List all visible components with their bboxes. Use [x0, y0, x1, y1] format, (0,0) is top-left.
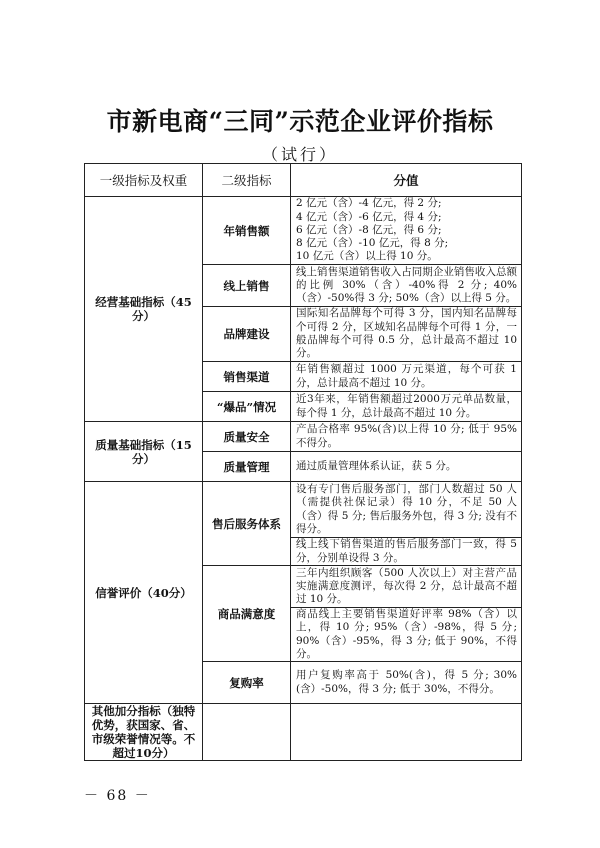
- header-col2: 二级指标: [203, 164, 291, 197]
- bonus-label: 其他加分指标（独特优势，获国家、省、市级荣誉情况等。不超过10分）: [85, 704, 203, 761]
- item-score: 设有专门售后服务部门，部门人数超过 50 人（需提供社保记录）得 10 分，不足 50 人（含）得 5 分; 售后服务外包，得 3 分; 没有不得分。: [291, 482, 522, 538]
- item-score: 三年内组织顾客（500 人次以上）对主营产品实施满意度测评，每次得 2 分，总计最高不超过 10 分。: [291, 566, 522, 608]
- group-label: 质量基础指标（15分）: [85, 422, 203, 482]
- item-score: 国际知名品牌每个可得 3 分，国内知名品牌每个可得 2 分，区域知名品牌每个可得 1 分，一般品牌每个可得 0.5 分，总计最高不超过 10 分。: [291, 307, 522, 362]
- item-score: 年销售额超过 1000 万元渠道，每个可获 1 分，总计最高不超过 10 分。: [291, 362, 522, 392]
- header-col1: 一级指标及权重: [85, 164, 203, 197]
- table-row: [85, 704, 522, 761]
- page-subtitle: （试行）: [261, 145, 338, 164]
- item-label: “爆品”情况: [203, 392, 291, 422]
- bonus-empty-cell: [291, 704, 522, 761]
- item-label: 年销售额: [203, 197, 291, 265]
- item-label: 商品满意度: [203, 566, 291, 662]
- item-score: 近3年来，年销售额超过2000万元单品数量，每个得 1 分，总计最高不超过 10 分。: [291, 392, 522, 422]
- table-header-row: [85, 164, 522, 197]
- evaluation-table: [84, 163, 522, 761]
- item-label: 复购率: [203, 662, 291, 704]
- bonus-empty-cell: [203, 704, 291, 761]
- item-label: 线上销售: [203, 265, 291, 307]
- item-label: 售后服务体系: [203, 482, 291, 566]
- table-row: [85, 422, 522, 452]
- table-row: [85, 197, 522, 265]
- item-score: 商品线上主要销售渠道好评率 98%（含）以上，得 10 分; 95%（含）-98%，得 5 分; 90%（含）-95%，得 3 分; 低于 90%，不得分。: [291, 608, 522, 662]
- group-label: 信誉评价（40分）: [85, 482, 203, 704]
- item-label: 质量安全: [203, 422, 291, 452]
- header-col3: 分值: [291, 164, 522, 197]
- item-score: 线上销售渠道销售收入占同期企业销售收入总额的比例 30%（含）-40%得 2 分; 40%（含）-50%得 3 分; 50%（含）以上得 5 分。: [291, 265, 522, 307]
- item-score: 线上线下销售渠道的售后服务部门一致，得 5 分，分别单设得 3 分。: [291, 538, 522, 566]
- item-label: 销售渠道: [203, 362, 291, 392]
- page-number: － 68 －: [84, 788, 151, 804]
- page-title: 市新电商“三同”示范企业评价指标: [106, 107, 494, 136]
- table-row: [85, 482, 522, 538]
- item-score: 通过质量管理体系认证，获 5 分。: [291, 452, 522, 482]
- item-score: 产品合格率 95%(含)以上得 10 分; 低于 95%不得分。: [291, 422, 522, 452]
- item-score: 用户复购率高于 50%(含)，得 5 分; 30%(含）-50%，得 3 分; 低于 30%，不得分。: [291, 662, 522, 704]
- group-label: 经营基础指标（45分）: [85, 197, 203, 422]
- item-label: 质量管理: [203, 452, 291, 482]
- item-label: 品牌建设: [203, 307, 291, 362]
- item-score: 2 亿元（含）-4 亿元，得 2 分; 4 亿元（含）-6 亿元，得 4 分; 6 亿元（含）-8 亿元，得 6 分; 8 亿元（含）-10 亿元，得 8 分; 10 亿元（含）以上得 10 分。: [291, 197, 522, 265]
